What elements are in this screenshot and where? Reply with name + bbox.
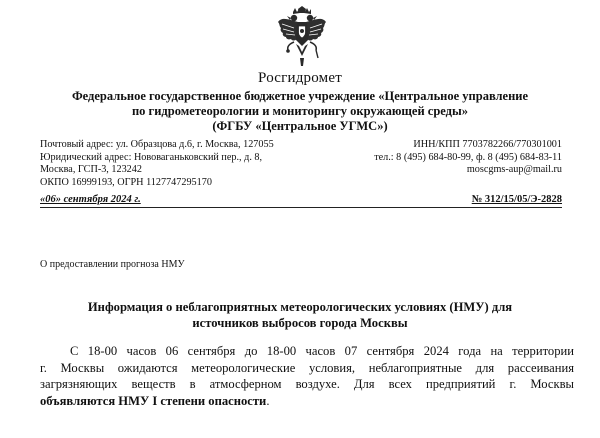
institution-title-line: по гидрометеорологии и мониторингу окружающей среды» (131, 104, 469, 118)
document-number: № 312/15/05/Э-2828 (471, 194, 562, 205)
address-block (40, 139, 274, 189)
institution-title-line: Федеральное государственное бюджетное учреждение «Центральное управление (71, 89, 529, 103)
danger-level-notice: объявляются НМУ I степени опасности (40, 393, 267, 408)
body-paragraph-line: загрязняющих веществ в атмосферном воздухе. Для всех предприятий г. Москвы (40, 377, 574, 391)
requisites-block (374, 139, 562, 177)
institution-title (30, 89, 570, 134)
postal-address: Почтовый адрес: ул. Образцова д.6, г. Москва, 127055 (40, 139, 274, 150)
body-paragraph-line: г. Москвы ожидаются метеорологические условия, неблагоприятные для рассеивания (40, 360, 574, 375)
document-subject: О предоставлении прогноза НМУ (40, 259, 185, 270)
document-title (30, 299, 570, 331)
okpo-ogrn: ОКПО 16999193, ОГРН 1127747295170 (40, 176, 212, 188)
org-name: Росгидромет (258, 70, 342, 86)
legal-address: Юридический адрес: Нововаганьковский пер., д. 8, (40, 151, 263, 163)
phone-fax: тел.: 8 (495) 684-80-99, ф. 8 (495) 684-83-11 (374, 151, 562, 163)
sentence-end: . (266, 393, 270, 408)
double-headed-eagle-emblem-icon (276, 6, 328, 68)
inn-kpp: ИНН/КПП 7703782266/770301001 (413, 139, 562, 150)
legal-address-city: Москва, ГСП-3, 123242 (40, 164, 142, 175)
body-paragraph-line (40, 393, 574, 410)
header-divider (40, 207, 562, 208)
document-body (40, 343, 574, 409)
document-title-line: Информация о неблагоприятных метеорологических условиях (НМУ) для (87, 300, 513, 314)
institution-title-line: (ФГБУ «Центральное УГМС») (212, 119, 388, 133)
email-address: moscgms-aup@mail.ru (466, 164, 562, 175)
document-title-line: источников выбросов города Москвы (192, 316, 408, 330)
document-date: «06» сентября 2024 г. (40, 194, 141, 205)
body-paragraph-line: С 18-00 часов 06 сентября до 18-00 часов 07 сентября 2024 года на территории (70, 344, 574, 358)
